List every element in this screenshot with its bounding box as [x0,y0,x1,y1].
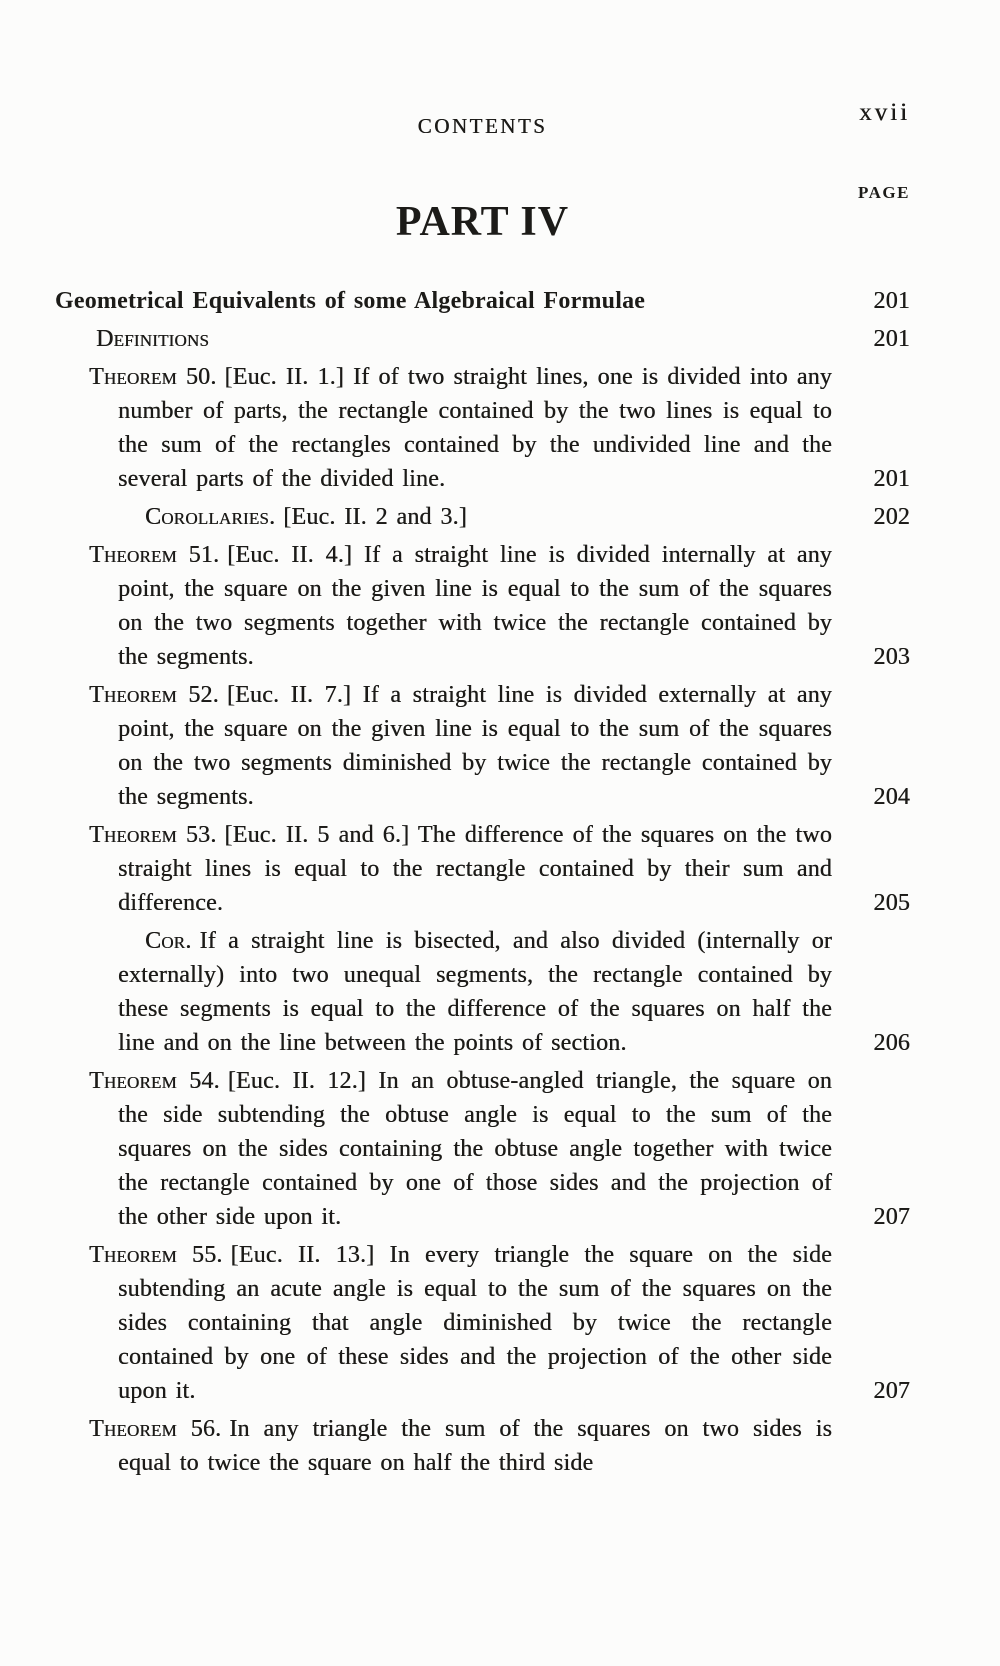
entry-label: Theorem 51. [89,542,220,568]
entry-label: Theorem 56. [89,1416,222,1442]
entry-body: [Euc. II. 13.] In every triangle the square on the side subtending an acute angle is equal to the sum of the squares on the sides containing that angle diminished by twice the rectangle contained by one of these sides and the projection of the other side upon it. [118,1242,833,1404]
entry-body: [Euc. II. 5 and 6.] The difference of the squares on the two straight lines is equal to the rectangle contained by their sum and difference. [118,822,832,916]
entry-text [89,818,832,920]
toc-entry [55,360,910,496]
toc-entry [55,1064,910,1234]
entry-page-number: 203 [873,644,910,670]
page-content [55,0,910,1666]
entry-page-number: 202 [873,504,910,530]
toc-entry [55,500,910,534]
entry-label: Corollaries. [145,504,276,530]
entry-body: [Euc. II. 12.] In an obtuse-angled triangle, the square on the side subtending the obtuse angle is equal to the sum of the squares on the sides containing the obtuse angle together with twice the rectangle contained by one of those sides and the projection of the other side upon it. [118,1068,832,1230]
toc-entry [55,322,910,356]
toc-entry [55,678,910,814]
entry-text [118,924,832,1060]
entry-page-number: 201 [873,466,910,492]
toc-entry [55,284,910,318]
entry-body: If a straight line is bisected, and also divided (internally or externally) into two unequal segments, the rectangle contained by these segments is equal to the difference of the squares on half the line and on the line between the points of section. [118,928,832,1056]
entry-body: [Euc. II. 1.] If of two straight lines, one is divided into any number of parts, the rectangle contained by the two lines is equal to the sum of the rectangles contained by the undivided line and the several parts of the divided line. [118,364,832,492]
entry-text [89,678,832,814]
entry-label: Theorem 53. [89,822,217,848]
entry-text [89,1064,832,1234]
entry-text [89,538,832,674]
entry-page-number: 201 [873,288,910,314]
entry-label: Theorem 55. [89,1242,223,1268]
entry-body: [Euc. II. 2 and 3.] [283,504,467,530]
entry-label: Theorem 52. [89,682,219,708]
entry-page-number: 205 [873,890,910,916]
entry-body: [Euc. II. 7.] If a straight line is divided externally at any point, the square on the given line is equal to the sum of the squares on the two segments diminished by twice the rectangle contained by the segments. [118,682,832,810]
entry-label: Cor. [145,928,192,954]
entry-text [89,360,832,496]
entry-text [96,322,832,356]
entry-body: Geometrical Equivalents of some Algebraical Formulae [55,288,646,314]
entry-page-number: 207 [873,1204,910,1230]
entry-body: In any triangle the sum of the squares on two sides is equal to twice the square on half the third side [118,1416,833,1476]
entry-label: Definitions [96,326,210,352]
running-header-contents: CONTENTS [417,114,548,138]
entry-body: [Euc. II. 4.] If a straight line is divided internally at any point, the square on the given line is equal to the sum of the squares on the two segments together with twice the rectangle contained by the segments. [118,542,832,670]
toc-entry [55,818,910,920]
entry-label: Theorem 50. [89,364,217,390]
part-heading: PART IV [395,199,570,245]
toc-entry [55,1412,910,1480]
toc-entry [55,924,910,1060]
page-column-label: PAGE [858,183,910,202]
toc-entry [55,1238,910,1408]
entry-text [118,500,832,534]
entry-page-number: 201 [873,326,910,352]
folio-page-number: xvii [859,99,910,126]
entry-text [55,284,832,318]
toc-entries [55,284,910,1484]
entry-text [89,1412,833,1480]
entry-page-number: 207 [873,1378,910,1404]
entry-page-number: 204 [873,784,910,810]
entry-text [89,1238,833,1408]
entry-page-number: 206 [873,1030,910,1056]
toc-entry [55,538,910,674]
entry-label: Theorem 54. [89,1068,220,1094]
